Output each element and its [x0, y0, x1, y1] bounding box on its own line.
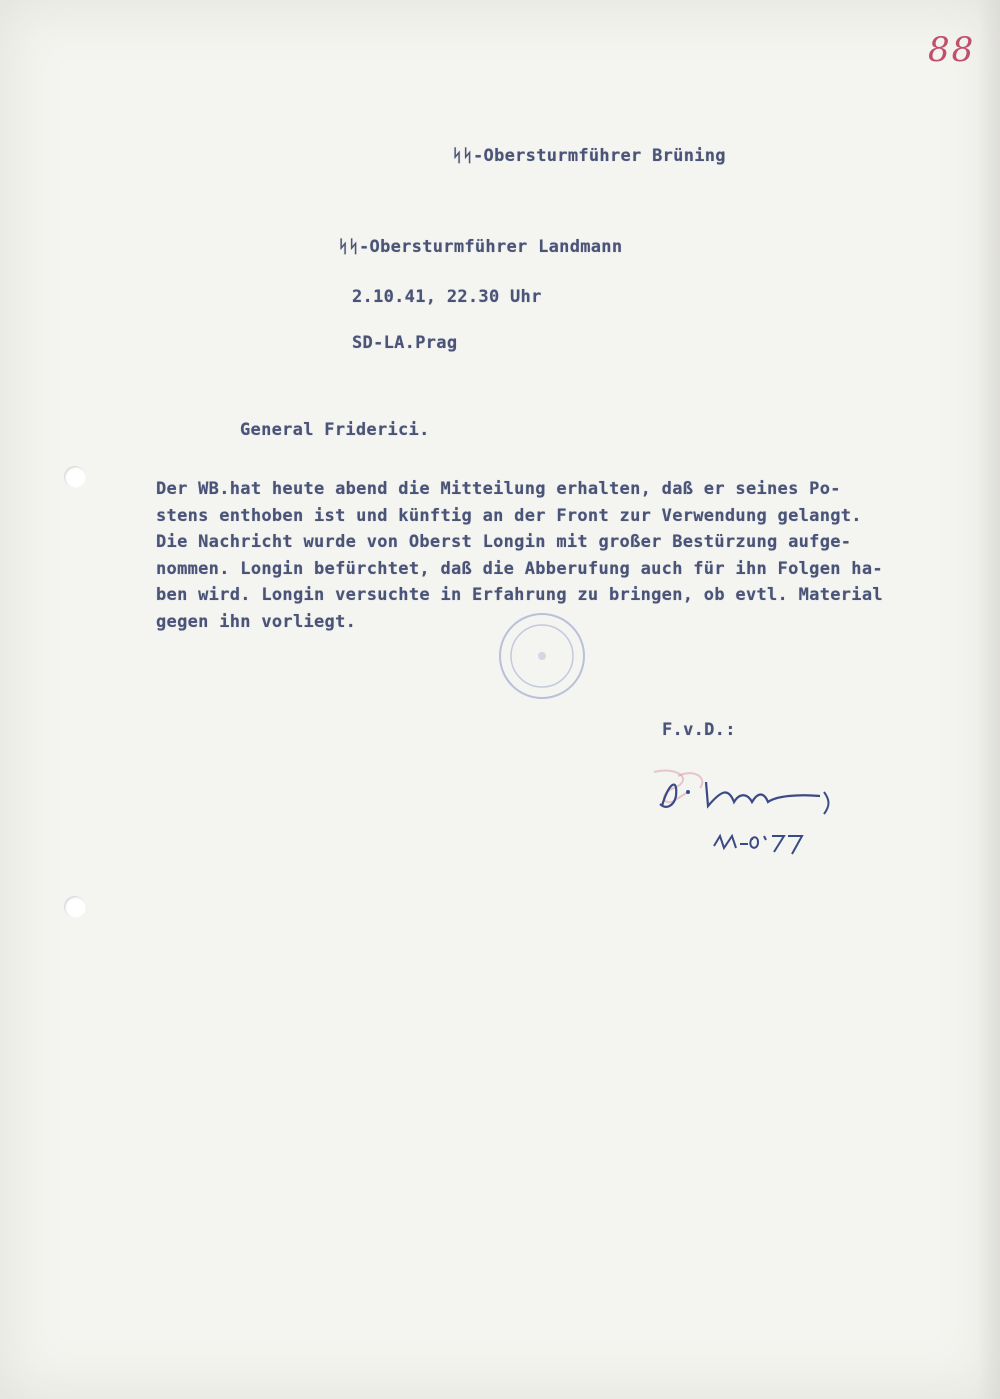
body-line: gegen ihn vorliegt.: [156, 611, 357, 632]
body-line: ben wird. Longin versuchte in Erfahrung zu bringen, ob evtl. Material: [156, 585, 883, 605]
body-line: stens enthoben ist und künftig an der Front zur Verwendung gelangt.: [156, 505, 862, 526]
handwritten-signature: [648, 762, 858, 872]
office-line: SD-LA.Prag: [352, 333, 458, 353]
recipient-line: ᛋᛋ-Obersturmführer Brüning: [452, 146, 726, 166]
body-line: nommen. Longin befürchtet, daß die Abberufung auch für ihn Folgen ha-: [156, 558, 883, 579]
body-line: Der WB.hat heute abend die Mitteilung erhalten, daß er seines Po-: [156, 479, 841, 499]
closing-line: F.v.D.:: [662, 720, 736, 740]
official-stamp: [494, 608, 590, 704]
body-line: Die Nachricht wurde von Oberst Longin mit großer Bestürzung aufge-: [156, 532, 852, 552]
punch-hole: [64, 466, 86, 488]
date-time-line: 2.10.41, 22.30 Uhr: [352, 287, 542, 307]
punch-hole: [64, 896, 86, 918]
handwritten-page-number: 88: [928, 30, 976, 70]
sender-line: ᛋᛋ-Obersturmführer Landmann: [338, 237, 623, 257]
subject-line: General Friderici.: [240, 420, 430, 440]
